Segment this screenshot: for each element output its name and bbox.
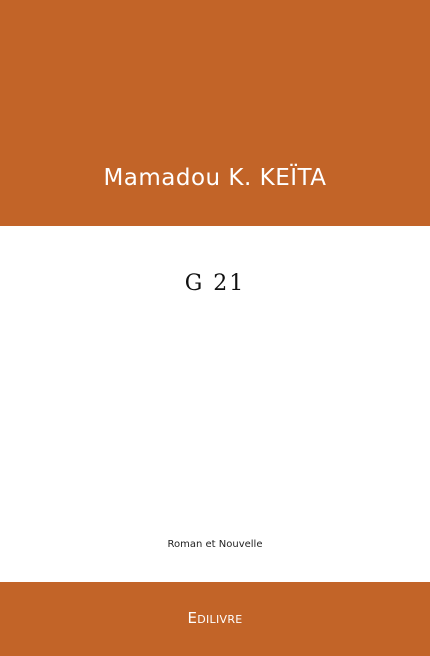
top-color-band (0, 0, 430, 226)
bottom-color-band (0, 582, 430, 656)
publisher-logo: Edilivre (187, 609, 243, 627)
genre-label: Roman et Nouvelle (167, 539, 263, 550)
book-title: G 21 (184, 271, 246, 296)
author-name: Mamadou K. KEÏTA (103, 165, 327, 191)
